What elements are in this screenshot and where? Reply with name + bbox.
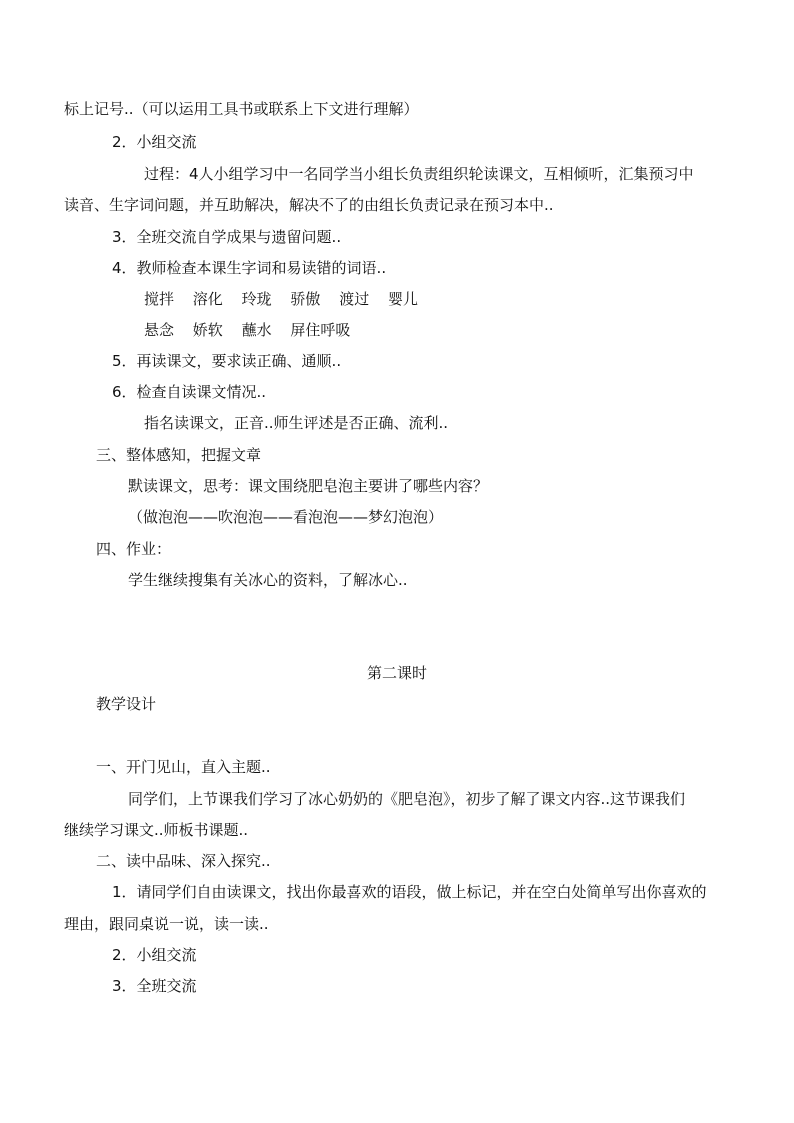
vocab-word: 渡过: [339, 290, 370, 308]
vocab-word: 骄傲: [290, 290, 321, 308]
paragraph-line: 读音、生字词问题，并互助解决，解决不了的由组长负责记录在预习本中..: [64, 196, 554, 214]
text-line: 标上记号..（可以运用工具书或联系上下文进行理解）: [64, 100, 419, 118]
vocab-row-1: [144, 289, 418, 309]
section-heading: 三、整体感知，把握文章: [96, 446, 262, 464]
subheading: 教学设计: [96, 695, 157, 713]
list-item: 5．再读课文，要求读正确、通顺..: [112, 352, 342, 370]
list-item: 4．教师检查本课生字词和易读错的词语..: [112, 259, 387, 277]
section-heading: 二、读中品味、深入探究..: [96, 852, 271, 870]
vocab-word: 蘸水: [241, 321, 272, 339]
list-item: 3．全班交流自学成果与遗留问题..: [112, 228, 342, 246]
lesson-title: 第二课时: [366, 664, 427, 682]
list-item: 2．小组交流: [112, 133, 197, 151]
paragraph-line: 学生继续搜集有关冰心的资料，了解冰心..: [128, 571, 408, 589]
vocab-row-2: [144, 320, 350, 340]
list-item: 1．请同学们自由读课文，找出你最喜欢的语段，做上标记，并在空白处简单写出你喜欢的: [112, 883, 707, 901]
list-item: 6．检查自读课文情况..: [112, 383, 267, 401]
paragraph-line: （做泡泡——吹泡泡——看泡泡——梦幻泡泡）: [128, 508, 444, 526]
vocab-word: 搅拌: [144, 290, 175, 308]
paragraph-line: 默读课文，思考：课文围绕肥皂泡主要讲了哪些内容？: [128, 477, 489, 495]
vocab-word: 屏住呼吸: [290, 321, 351, 339]
paragraph-line: 同学们，上节课我们学习了冰心奶奶的《肥皂泡》，初步了解了课文内容..这节课我们: [128, 790, 686, 808]
vocab-word: 溶化: [192, 290, 223, 308]
paragraph-line: 继续学习课文..师板书课题..: [64, 821, 249, 839]
vocab-word: 悬念: [144, 321, 175, 339]
section-heading: 四、作业：: [96, 540, 172, 558]
paragraph-line: 指名读课文，正音..师生评述是否正确、流利..: [144, 414, 449, 432]
list-item: 2．小组交流: [112, 946, 197, 964]
vocab-word: 娇软: [192, 321, 223, 339]
section-heading: 一、开门见山，直入主题..: [96, 758, 271, 776]
vocab-word: 婴儿: [387, 290, 418, 308]
paragraph-line: 过程：4人小组学习中一名同学当小组长负责组织轮读课文，互相倾听，汇集预习中: [144, 165, 694, 183]
vocab-word: 玲珑: [241, 290, 272, 308]
list-item: 3．全班交流: [112, 977, 197, 995]
paragraph-line: 理由，跟同桌说一说，读一读..: [64, 915, 269, 933]
